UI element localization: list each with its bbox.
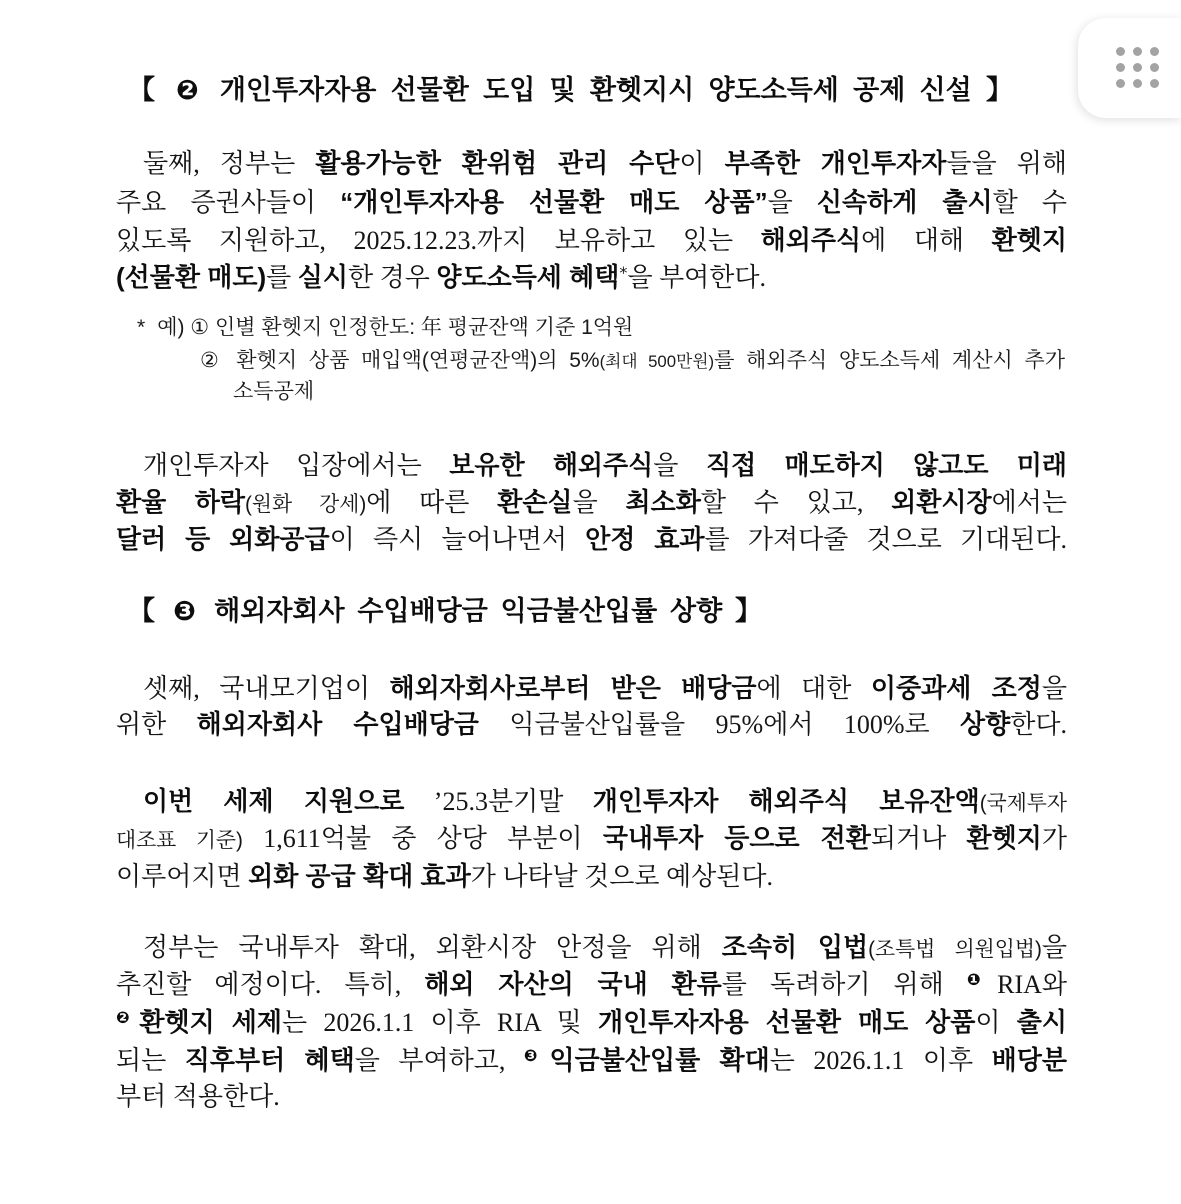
text-run: 을 부여한다. — [627, 263, 767, 292]
paragraph-line — [116, 965, 1067, 1004]
emphasis-text: 국내투자 등으로 전환 — [602, 823, 871, 853]
emphasis-text: 실시 — [297, 262, 348, 292]
text-run: 에서는 — [991, 488, 1067, 517]
text-run: 이루어지면 — [116, 862, 249, 891]
text-run: 가 나타날 것으로 예상된다. — [470, 862, 773, 891]
emphasis-text: 직접 매도하지 않고도 미래 — [705, 450, 1067, 480]
text-run: 부터 적용한다. — [116, 1082, 280, 1111]
emphasis-text: 해외주식 — [760, 225, 862, 255]
text-run: 1,611억불 중 상당 부분이 — [242, 824, 603, 853]
text-run: 한다. — [1010, 710, 1067, 739]
paragraph-line — [143, 144, 1067, 183]
paragraph-line — [143, 782, 1067, 823]
text-run: ’25.3분기말 — [404, 787, 593, 816]
emphasis-text: 외화 공급 확대 효과 — [248, 861, 471, 891]
dot — [1150, 79, 1159, 88]
text-run: 에 대해 — [861, 226, 992, 255]
text-run: 셋째, 국내모기업이 — [143, 674, 390, 703]
text-run: 한 경우 — [347, 263, 437, 292]
paragraph-line — [143, 446, 1067, 485]
emphasis-text: 환손실 — [497, 487, 573, 517]
ordinal-mark: ❷ — [116, 1007, 140, 1027]
text-run: 되는 — [116, 1046, 185, 1075]
paragraph-line — [116, 1078, 1067, 1116]
text-run: 에 따른 — [366, 488, 498, 517]
section-heading: 【 ❷ 개인투자자용 선물환 도입 및 환헷지시 양도소득세 공제 신설 】 — [128, 75, 1013, 105]
footnote-line — [200, 345, 1065, 378]
footnote-mark: * — [137, 316, 146, 339]
text-run: 예) ① 인별 환헷지 인정한도: 年 평균잔액 기준 1억원 — [157, 316, 634, 339]
text-run: 개인투자자 입장에서는 — [143, 451, 450, 480]
dot — [1116, 79, 1125, 88]
paragraph-line — [116, 705, 1067, 744]
text-run: ② 환헷지 상품 매입액(연평균잔액)의 5% — [200, 349, 600, 372]
emphasis-text: 직후부터 혜택 — [184, 1045, 355, 1075]
text-run: 둘째, 정부는 — [143, 149, 316, 178]
dot — [1133, 63, 1142, 72]
emphasis-text: 최소화 — [625, 487, 701, 517]
dot — [1116, 47, 1125, 56]
dot — [1133, 47, 1142, 56]
text-run: 소득공제 — [233, 380, 315, 403]
dot — [1116, 63, 1125, 72]
text-run: 를 가져다줄 것으로 기대된다. — [704, 525, 1067, 554]
emphasis-text: 환헷지 — [991, 225, 1067, 255]
paragraph-line — [116, 183, 1067, 222]
emphasis-text: “개인투자자용 선물환 매도 상품” — [340, 187, 768, 217]
text-run: 를 — [266, 263, 298, 292]
emphasis-text: 해외자회사로부터 받은 배당금 — [389, 673, 757, 703]
emphasis-text: 개인투자자 해외주식 보유잔액 — [592, 786, 980, 816]
emphasis-text: 해외 자산의 국내 환류 — [424, 969, 722, 999]
emphasis-text: 이번 세제 지원으로 — [143, 786, 405, 816]
text-run: 이 — [679, 149, 725, 178]
text-run: 을 — [653, 451, 706, 480]
paragraph-line — [116, 483, 1067, 524]
emphasis-text: 환헷지 세제 — [139, 1007, 282, 1037]
paragraph-line — [116, 520, 1067, 559]
emphasis-text: 안정 효과 — [585, 524, 705, 554]
emphasis-text: 익금불산입률 확대 — [549, 1045, 770, 1075]
emphasis-text: 신속하게 출시 — [816, 187, 993, 217]
footnote-mark: * — [619, 262, 628, 282]
text-run: 추진할 예정이다. 특히, — [116, 970, 425, 999]
text-run: 을 — [572, 488, 626, 517]
text-run: 익금불산입률을 95%에서 100%로 — [478, 710, 961, 739]
emphasis-text: 환율 하락 — [116, 487, 245, 517]
text-run: 이 즉시 늘어나면서 — [329, 525, 586, 554]
text-run: 는 2026.1.1 이후 — [769, 1046, 992, 1075]
emphasis-text: 조속히 입법 — [721, 932, 869, 962]
text-run: 에 대한 — [756, 674, 871, 703]
dot — [1150, 63, 1159, 72]
note-text: 대조표 기준) — [116, 829, 243, 852]
paragraph-line — [116, 819, 1067, 860]
note-text: (조특법 의원입법) — [868, 938, 1042, 961]
paragraph-line — [143, 928, 1067, 969]
text-run: 들을 위해 — [946, 149, 1067, 178]
ordinal-mark: ❶ — [966, 969, 998, 989]
emphasis-text: 개인투자자용 선물환 매도 상품 — [597, 1007, 976, 1037]
note-text: (최대 500만원) — [599, 352, 715, 371]
text-run: 되거나 — [870, 824, 967, 853]
paragraph-line — [116, 258, 1067, 297]
text-run: 이 — [975, 1008, 1017, 1037]
note-text: (원화 강세) — [244, 493, 367, 516]
text-run: 주요 증권사들이 — [116, 188, 341, 217]
emphasis-text: 배당분 — [991, 1045, 1068, 1075]
emphasis-text: 외환시장 — [891, 487, 992, 517]
emphasis-text: 이중과세 조정 — [870, 673, 1042, 703]
section-heading: 【 ❸ 해외자회사 수입배당금 익금불산입률 상향 】 — [128, 596, 762, 626]
emphasis-text: 해외자회사 수입배당금 — [196, 709, 479, 739]
text-run: RIA와 — [997, 970, 1068, 999]
text-run: 을 — [1041, 933, 1068, 962]
emphasis-text: 보유한 해외주식 — [449, 450, 654, 480]
emphasis-text: 상향 — [960, 709, 1011, 739]
text-run: 을 부여하고, — [354, 1046, 524, 1075]
text-run: 를 해외주식 양도소득세 계산시 추가 — [714, 349, 1065, 372]
ordinal-mark: ❸ — [523, 1045, 550, 1065]
paragraph-line — [116, 1041, 1067, 1080]
text-run: 가 — [1041, 824, 1067, 853]
text-run: 을 — [767, 188, 817, 217]
dot — [1133, 79, 1142, 88]
footnote-line — [233, 376, 314, 408]
dot — [1150, 47, 1159, 56]
text-run: 위한 — [116, 710, 197, 739]
emphasis-text: 활용가능한 환위험 관리 수단 — [315, 148, 680, 178]
text-run: 을 — [1041, 674, 1067, 703]
footnote-line — [137, 312, 633, 344]
emphasis-text: 양도소득세 혜택 — [436, 262, 620, 292]
floating-menu-button[interactable] — [1078, 18, 1181, 118]
grid-dots-menu-icon — [1116, 47, 1159, 88]
emphasis-text: 달러 등 외화공급 — [116, 524, 330, 554]
paragraph-line — [116, 857, 1067, 896]
text-run: 할 수 — [992, 188, 1068, 217]
text-run: 는 2026.1.1 이후 RIA 및 — [281, 1008, 598, 1037]
note-text: (국제투자 — [979, 792, 1067, 815]
paragraph-line — [116, 1003, 1067, 1042]
emphasis-text: 부족한 개인투자자 — [724, 148, 947, 178]
text-run: 를 독려하기 위해 — [721, 970, 967, 999]
paragraph-line — [143, 669, 1067, 708]
emphasis-text: 출시 — [1016, 1007, 1068, 1037]
text-run: 할 수 있고, — [700, 488, 892, 517]
emphasis-text: 환헷지 — [966, 823, 1042, 853]
text-run: 있도록 지원하고, 2025.12.23.까지 보유하고 있는 — [116, 226, 761, 255]
emphasis-text: (선물환 매도) — [116, 262, 267, 292]
paragraph-line — [116, 221, 1067, 260]
text-run: 정부는 국내투자 확대, 외환시장 안정을 위해 — [143, 933, 722, 962]
